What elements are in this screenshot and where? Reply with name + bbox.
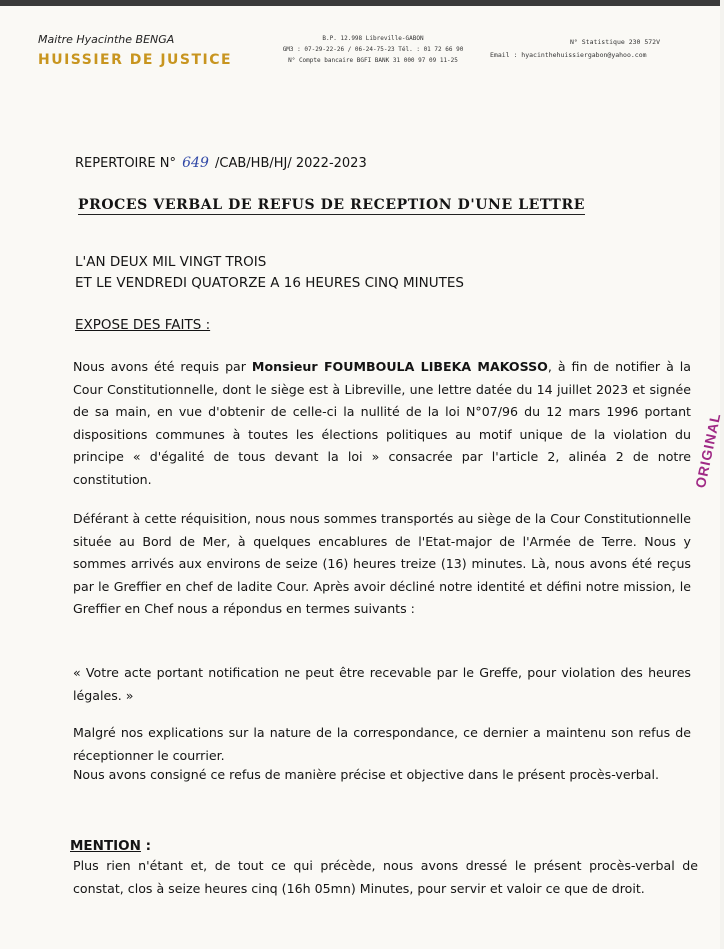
paragraph-explanations: Malgré nos explications sur la nature de la correspondance, ce dernier a maintenu son refus de réceptionner le courrier.	[73, 725, 691, 763]
bailiff-title: HUISSIER DE JUSTICE	[38, 52, 233, 68]
p1-text-a: Nous avons été requis par	[73, 359, 252, 374]
repertoire-prefix: REPERTOIRE N°	[75, 156, 176, 171]
paragraph-requisition	[73, 356, 691, 492]
requester-name: Monsieur FOUMBOULA LIBEKA MAKOSSO	[251, 359, 548, 374]
header-phones: GM3 : 07-29-22-26 / 06-24-75-23 Tél. : 01 72 66 90	[282, 46, 464, 53]
paragraph-mention: Plus rien n'étant et, de tout ce qui précède, nous avons dressé le présent procès-verbal de constat, clos à seize heures cinq (16h 05mn) Minutes, pour servir et valoir ce que de droit.	[73, 858, 698, 896]
mention-heading	[70, 838, 151, 854]
top-edge	[0, 0, 720, 6]
mention-heading-label: MENTION	[70, 838, 141, 854]
repertoire-line	[75, 155, 367, 171]
date-block	[75, 252, 464, 294]
repertoire-suffix: /CAB/HB/HJ/ 2022-2023	[215, 156, 367, 171]
header-statistic-number: N° Statistique 230 572V	[570, 38, 661, 46]
p1-text-b: , à fin de notifier à la Cour Constitutionnelle, dont le siège est à Libreville, une lettre datée du 14 juillet 2023 et signée de sa main, en vue d'obtenir de celle-ci la nullité de la loi N°07/96 du 12 mars 1996 portant dispositions communes à toutes les élections politiques au motif unique de la violation du principe « d'égalité de tous devant la loi » consacrée par l'article 2, alinéa 2 de notre constitution.	[73, 359, 691, 487]
header-right-block	[490, 36, 718, 62]
date-line-day: ET LE VENDREDI QUATORZE A 16 HEURES CINQ MINUTES	[75, 275, 464, 291]
bailiff-name: Maitre Hyacinthe BENGA	[38, 33, 175, 46]
document-title: PROCES VERBAL DE REFUS DE RECEPTION D'UNE LETTRE	[78, 197, 585, 213]
header-bank-account: N° Compte bancaire BGFI BANK 31 000 97 09 11-25	[288, 57, 458, 64]
original-stamp: ORIGINAL	[692, 411, 724, 490]
header-address: B.P. 12.998 Libreville-GABON	[322, 35, 424, 42]
mention-heading-colon: :	[140, 838, 152, 854]
date-line-year: L'AN DEUX MIL VINGT TROIS	[75, 254, 267, 270]
paragraph-quote: « Votre acte portant notification ne peut être recevable par le Greffe, pour violation des heures légales. »	[73, 665, 691, 703]
header-email: Email : hyacinthehuissiergabon@yahoo.com	[490, 51, 647, 59]
paragraph-transport: Déférant à cette réquisition, nous nous sommes transportés au siège de la Cour Constitutionnelle située au Bord de Mer, à quelques encablures de l'Etat-major de l'Armée de Terre. Nous y sommes arrivés aux environs de seize (16) heures treize (13) minutes. Là, nous avons été reçus par le Greffier en chef de ladite Cour. Après avoir décliné notre identité et défini notre mission, le Greffier en Chef nous a répondus en termes suivants :	[73, 511, 691, 617]
expose-heading: EXPOSE DES FAITS :	[75, 317, 211, 333]
repertoire-handwritten-number: 649	[182, 155, 209, 171]
paragraph-consigned: Nous avons consigné ce refus de manière précise et objective dans le présent procès-verbal.	[73, 767, 660, 782]
header-contact-block	[258, 33, 488, 66]
